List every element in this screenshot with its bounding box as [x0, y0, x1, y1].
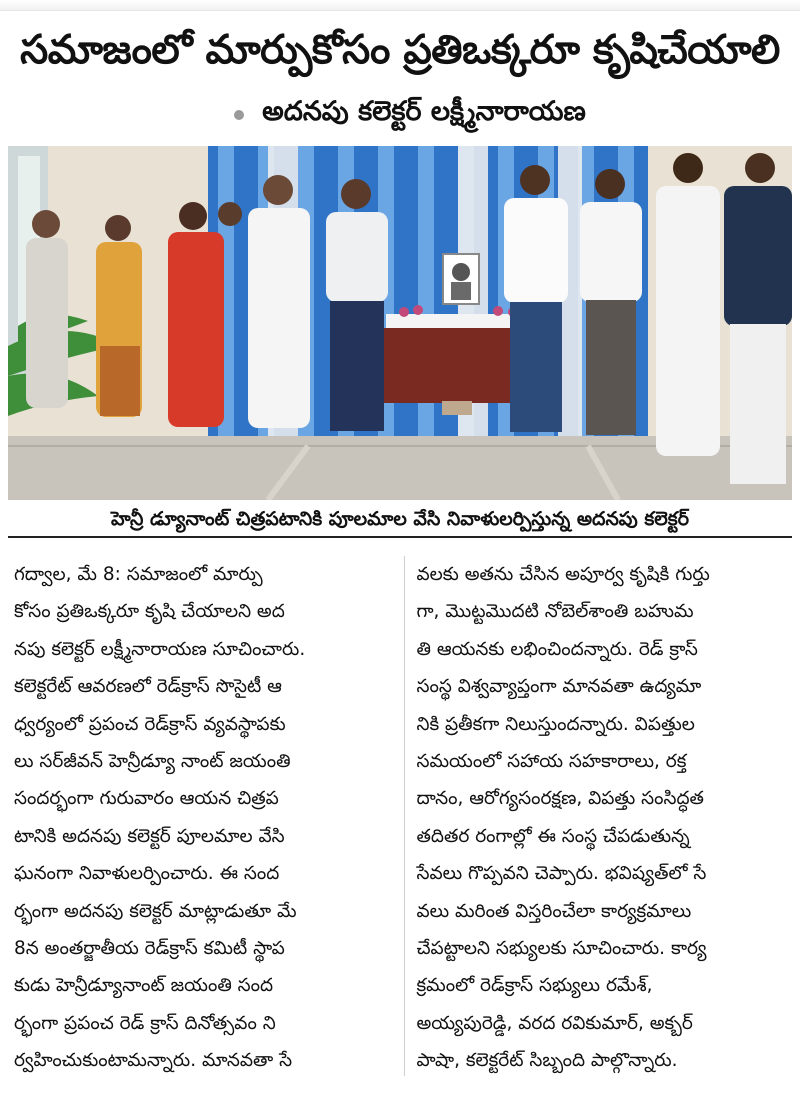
article-column-1: గద్వాల, మే 8: సమాజంలో మార్పు కోసం ప్రతిఒక్కరూ కృషి చేయాలని అద నపు కలెక్టర్ లక్ష్మీనారాయణ సూచించారు. కలెక్టరేట్ ఆవరణలో రెడ్‌క్రాస్ సొసైటీ ఆ ధ్వర్యంలో ప్రపంచ రెడ్‌క్రాస్ వ్యవస్థాపకు లు సర్‌జీవన్ హెన్రీడ్యూ నాంట్ జయంతి సందర్భంగా గురువారం ఆయన చిత్రప టానికి అదనపు కలెక్టర్ పూలమాల వేసి ఘనంగా నివాళులర్పించారు. ఈ సంద ర్భంగా అదనపు కలెక్టర్ మాట్లాడుతూ మే 8న అంతర్జాతీయ రెడ్‌క్రాస్ కమిటీ స్థాప కుడు హెన్రీడ్యూనాంట్ జయంతి సంద ర్భంగా ప్రపంచ రెడ్ క్రాస్ దినోత్సవం ని ర్వహించుకుంటామన్నారు. మానవతా సే [14, 564, 306, 1072]
subheadline-text: అదనపు కలెక్టర్ లక్ష్మీనారాయణ [262, 96, 586, 127]
headline: సమాజంలో మార్పుకోసం ప్రతిఒక్కరూ కృషిచేయాలి [20, 27, 780, 73]
article-photo [8, 146, 792, 500]
bullet-icon [234, 110, 244, 120]
photo-caption: హెన్రీ డ్యూనాంట్ చిత్రపటానికి పూలమాల వేసి నివాళులర్పిస్తున్న అదనపు కలెక్టర్ [8, 502, 792, 538]
subheadline [190, 92, 630, 138]
article-body [14, 556, 786, 1076]
previous-article-strip [0, 0, 800, 11]
photo-illustration [8, 146, 792, 500]
article-column-2: వలకు అతను చేసిన అపూర్వ కృషికి గుర్తు గా, మొట్టమొదటి నోబెల్‌శాంతి బహుమ తి ఆయనకు లభించిందన్నారు. రెడ్ క్రాస్ సంస్థ విశ్వవ్యాప్తంగా మానవతా ఉద్యమా నికి ప్రతీకగా నిలుస్తుందన్నారు. విపత్తుల సమయంలో సహాయ సహకారాలు, రక్త దానం, ఆరోగ్యసంరక్షణ, విపత్తు సంసిద్ధత తదితర రంగాల్లో ఈ సంస్థ చేపడుతున్న సేవలు గొప్పవని చెప్పారు. భవిష్యత్‌లో సే వలు మరింత విస్తరించేలా కార్యక్రమాలు చేపట్టాలని సభ్యులకు సూచించారు. కార్య క్రమంలో రెడ్‌క్రాస్ సభ్యులు రమేశ్, అయ్యపురెడ్డి, వరద రవికుమార్, అక్బర్ పాషా, కలెక్టరేట్ సిబ్బంది పాల్గొన్నారు. [404, 556, 787, 1076]
